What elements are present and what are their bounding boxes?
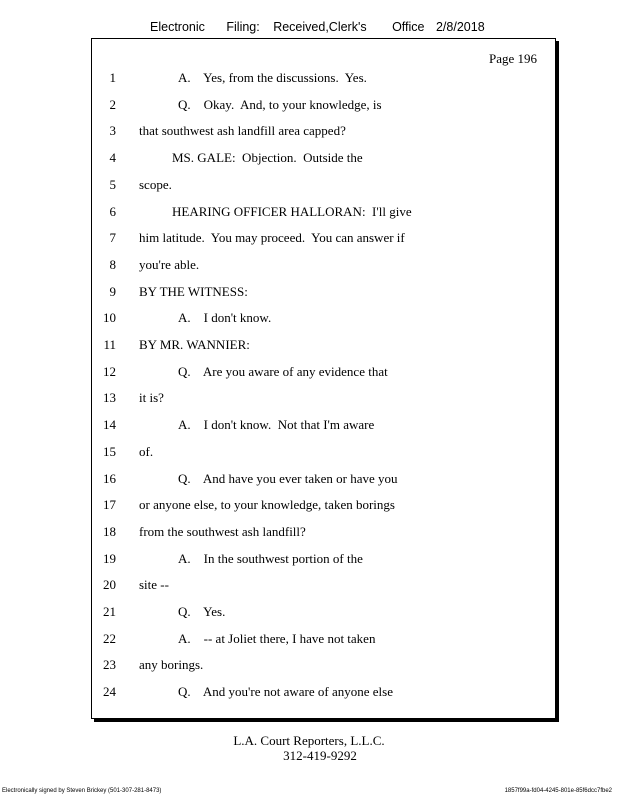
line-text: him latitude. You may proceed. You can answer if	[139, 230, 405, 246]
line-number: 12	[103, 363, 116, 379]
transcript-line	[92, 337, 555, 355]
line-number: 5	[109, 176, 116, 192]
transcript-line	[92, 204, 555, 222]
line-text: A. I don't know. Not that I'm aware	[178, 417, 375, 433]
line-number: 7	[109, 230, 116, 246]
line-text: site --	[139, 577, 169, 593]
transcript-line	[92, 150, 555, 168]
line-number: 23	[103, 657, 116, 673]
line-number: 18	[103, 523, 116, 539]
line-text: Q. Okay. And, to your knowledge, is	[178, 96, 382, 112]
transcript-line	[92, 631, 555, 649]
line-text: HEARING OFFICER HALLORAN: I'll give	[159, 203, 412, 219]
line-number: 6	[109, 203, 116, 219]
line-number: 16	[103, 470, 116, 486]
line-number: 13	[103, 390, 116, 406]
line-number: 20	[103, 577, 116, 593]
line-number: 21	[103, 604, 116, 619]
transcript-line	[92, 310, 555, 328]
line-number: 22	[103, 630, 116, 646]
document-id: 1857f99a-fd04-4245-801e-85f6dcc7fbe2	[504, 788, 612, 794]
line-text: BY THE WITNESS:	[139, 283, 248, 299]
line-text: MS. GALE: Objection. Outside the	[159, 150, 363, 166]
line-text: Q. And you're not aware of anyone else	[178, 684, 393, 700]
line-text: scope.	[139, 176, 172, 192]
line-text: it is?	[139, 390, 164, 406]
line-text: or anyone else, to your knowledge, taken borings	[139, 497, 395, 513]
line-number: 19	[103, 550, 116, 566]
reporter-footer	[0, 733, 618, 763]
filing-header-electronic: Electronic	[150, 20, 205, 34]
transcript-line	[92, 471, 555, 489]
reporter-name: L.A. Court Reporters, L.L.C.	[233, 733, 385, 748]
line-number: 15	[103, 443, 116, 459]
filing-header-filing: Filing:	[226, 20, 260, 34]
line-text: A. Yes, from the discussions. Yes.	[178, 70, 367, 85]
line-number: 1	[109, 70, 116, 85]
electronic-signature: Electronically signed by Steven Brickey (501-307-281-8473)	[2, 788, 162, 794]
filing-header-received: Received,Clerk's	[273, 20, 367, 34]
line-number: 2	[109, 96, 116, 112]
transcript-line	[92, 177, 555, 195]
transcript-page	[91, 38, 556, 719]
transcript-line	[92, 657, 555, 675]
filing-header-date: 2/8/2018	[435, 20, 485, 34]
transcript-line	[92, 284, 555, 302]
line-text: BY MR. WANNIER:	[139, 337, 250, 352]
reporter-phone: 312-419-9292	[283, 748, 357, 763]
transcript-line	[92, 524, 555, 542]
transcript-line	[92, 390, 555, 408]
line-text: that southwest ash landfill area capped?	[139, 123, 346, 139]
line-text: A. -- at Joliet there, I have not taken	[178, 630, 376, 646]
line-number: 9	[109, 283, 116, 299]
line-number: 8	[109, 256, 116, 272]
line-text: any borings.	[139, 657, 204, 673]
transcript-line	[92, 684, 555, 702]
line-number: 17	[103, 497, 116, 513]
page-number: Page 196	[488, 51, 537, 66]
transcript-line	[92, 417, 555, 435]
transcript-line	[92, 364, 555, 382]
transcript-line	[92, 97, 555, 115]
transcript-line	[92, 551, 555, 569]
transcript-line	[92, 70, 555, 88]
filing-header	[150, 20, 485, 34]
line-text: Q. Are you aware of any evidence that	[178, 363, 388, 379]
line-number: 24	[103, 684, 116, 700]
line-text: Q. And have you ever taken or have you	[178, 470, 398, 486]
line-text: A. In the southwest portion of the	[178, 550, 363, 566]
line-text: Q. Yes.	[178, 604, 226, 619]
line-number: 10	[103, 310, 116, 326]
transcript-line	[92, 230, 555, 248]
filing-header-office: Office	[392, 20, 425, 34]
line-number: 3	[109, 123, 116, 139]
line-number: 11	[103, 337, 116, 352]
line-number: 4	[109, 150, 116, 166]
line-number: 14	[103, 417, 116, 433]
line-text: you're able.	[139, 256, 200, 272]
transcript-line	[92, 604, 555, 622]
line-text: from the southwest ash landfill?	[139, 523, 306, 539]
transcript-line	[92, 497, 555, 515]
transcript-line	[92, 444, 555, 462]
transcript-line	[92, 577, 555, 595]
line-text: A. I don't know.	[178, 310, 272, 326]
transcript-line	[92, 257, 555, 275]
line-text: of.	[139, 443, 154, 459]
transcript-line	[92, 123, 555, 141]
